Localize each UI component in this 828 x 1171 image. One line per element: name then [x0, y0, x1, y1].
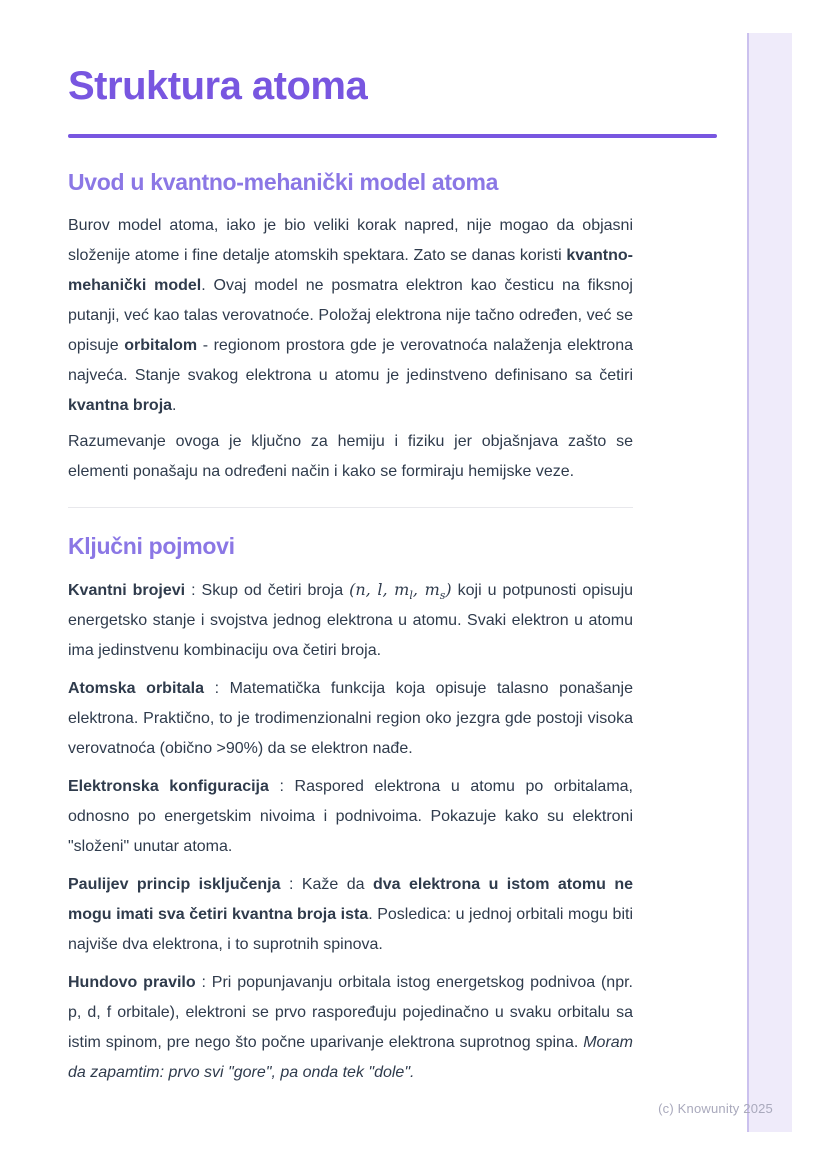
text-segment: : Matematička funkcija koja opisuje talasno ponašanje elektrona. Praktično, to je trodimenzionalni region oko jezgra gde postoji visoka verovatnoća (obično >90%) da se elektron nađe. — [68, 680, 634, 757]
paragraph — [68, 674, 633, 764]
paragraph — [68, 968, 633, 1088]
text-segment: Paulijev princip isključenja — [68, 876, 281, 893]
title-underline-rule — [68, 134, 717, 138]
text-segment: dva elektrona u istom atomu ne mogu imati sva četiri kvantna broja ista — [68, 876, 633, 923]
page-edge-accent-bar — [747, 33, 792, 1132]
text-segment: Kvantni brojevi — [68, 582, 186, 599]
text-segment: orbitalom — [124, 337, 198, 354]
text-segment: . — [172, 397, 177, 414]
section-divider — [68, 507, 633, 508]
text-segment: - regionom prostora gde je verovatnoća nalaženja elektrona najveća. Stanje svakog elektrona u atomu je jedinstveno definisano sa četiri — [68, 337, 633, 384]
text-segment: : Skup od četiri broja — [185, 582, 350, 599]
document-content — [68, 0, 633, 1088]
text-segment: : Raspored elektrona u atomu po orbitalama, odnosno po energetskim nivoima i podnivoima. Pokazuje kako su elektroni "složeni" unutar atoma. — [68, 778, 633, 855]
text-segment: : Kaže da — [280, 876, 373, 893]
text-segment: s — [439, 589, 446, 603]
text-segment: Atomska orbitala — [68, 680, 204, 697]
intro-paragraphs — [68, 211, 633, 487]
text-segment: Razumevanje ovoga je ključno za hemiju i fiziku jer objašnjava zašto se elementi ponašaju na određeni način i kako se formiraju hemijske veze. — [68, 433, 633, 480]
text-segment: . Ovaj model ne posmatra elektron kao česticu na fiksnoj putanji, već kao talas verovatnoće. Položaj elektrona nije tačno određen, već se opisuje — [68, 277, 633, 354]
paragraph — [68, 427, 633, 487]
text-segment: : Pri popunjavanju orbitala istog energetskog podnivoa (npr. p, d, f orbitale), elektroni se prvo raspoređuju pojedinačno u svaku orbitalu sa istim spinom, pre nego što počne uparivanje elektrona suprotnog spina. — [68, 974, 633, 1051]
paragraph — [68, 870, 633, 960]
text-segment: ) — [445, 580, 452, 599]
text-segment: kvantna broja — [68, 397, 173, 414]
page-title: Struktura atoma — [68, 64, 368, 108]
section-heading-key-terms: Ključni pojmovi — [68, 533, 235, 559]
text-segment: Elektronska konfiguracija — [68, 778, 269, 795]
section-heading-intro: Uvod u kvantno-mehanički model atoma — [68, 169, 499, 195]
text-segment: (n, l, m — [349, 580, 410, 599]
paragraph — [68, 772, 633, 862]
text-segment: , m — [412, 580, 440, 599]
text-segment: Moram da zapamtim: prvo svi "gore", pa onda tek "dole". — [68, 1034, 633, 1081]
key-term-paragraphs — [68, 575, 633, 1088]
text-segment: Burov model atoma, iako je bio veliki korak napred, nije mogao da objasni složenije atome i fine detalje atomskih spektara. Zato se danas koristi — [68, 217, 633, 264]
paragraph — [68, 575, 633, 666]
text-segment: koji u potpunosti opisuju energetsko stanje i svojstva jednog elektrona u atomu. Svaki elektron u atomu ima jedinstvenu kombinaciju ova četiri broja. — [68, 582, 634, 659]
text-segment: Hundovo pravilo — [68, 974, 196, 991]
text-segment: l — [409, 589, 413, 603]
text-segment: . Posledica: u jednoj orbitali mogu biti najviše dva elektrona, i to suprotnih spinova. — [68, 906, 633, 953]
copyright-footer: (c) Knowunity 2025 — [658, 1101, 773, 1116]
text-segment: kvantno-mehanički model — [68, 247, 633, 294]
paragraph — [68, 211, 633, 421]
